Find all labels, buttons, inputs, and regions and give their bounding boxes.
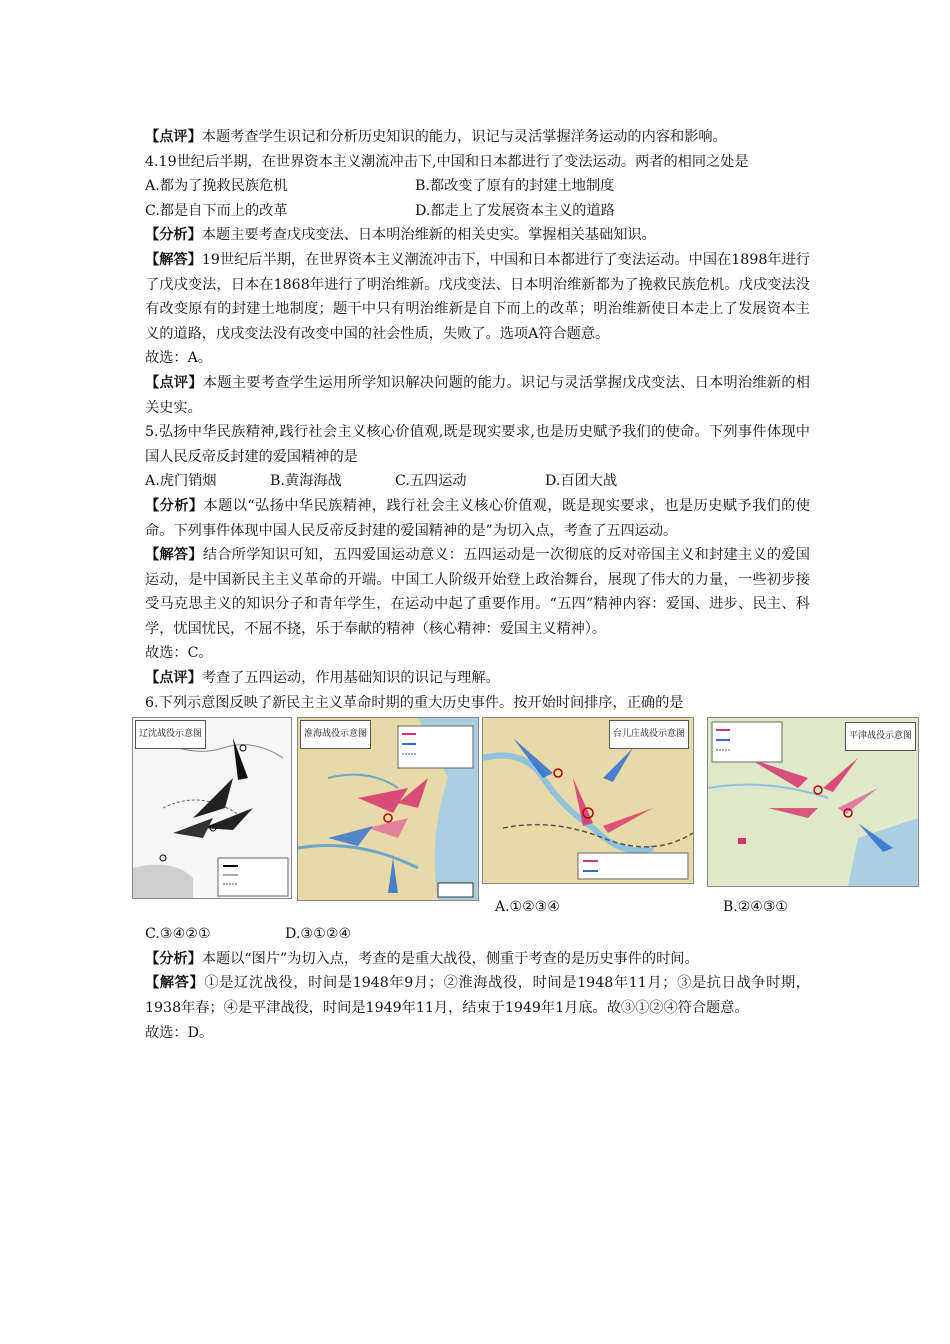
- map-liaoshen-title: 辽沈战役示意图: [135, 720, 206, 749]
- q5-fenxi: 【分析】本题以“弘扬中华民族精神，践行社会主义核心价值观，既是现实要求，也是历史赋予我们的使命。下列事件体现中国人民反帝反封建的爱国精神的是”为切入点，考查了五四运动。: [145, 497, 810, 539]
- q4-question: 4.19世纪后半期，在世界资本主义潮流冲击下,中国和日本都进行了变法运动。两者的相同之处是: [145, 153, 749, 170]
- q4-options-row1: [145, 174, 810, 199]
- q6-option-a: A.①②③④: [495, 899, 560, 916]
- q5-option-d: D.百团大战: [545, 473, 618, 490]
- q5-dianping: 【点评】考查了五四运动，作用基础知识的识记与理解。: [145, 670, 500, 687]
- q6-option-c: C.③④②①: [145, 926, 211, 943]
- q4-option-a: A.都为了挽救民族危机: [145, 178, 288, 195]
- q6-option-d: D.③①②④: [285, 926, 352, 943]
- document-page: [139, 125, 912, 1045]
- q6-option-b: B.②④③①: [723, 899, 788, 916]
- q4-fenxi: 【分析】本题主要考查戊戌变法、日本明治维新的相关史实。掌握相关基础知识。: [145, 227, 656, 244]
- q4-dianping: 【点评】本题主要考查学生运用所学知识解决问题的能力。识记与灵活掌握戊戌变法、日本明治维新的相关史实。: [145, 374, 810, 416]
- q6-options-cd: [145, 922, 810, 947]
- q4-answer: 故选：A。: [145, 350, 212, 367]
- q5-answer: 故选：C。: [145, 645, 213, 662]
- q5-options: [145, 469, 810, 494]
- q5-question: 5.弘扬中华民族精神,践行社会主义核心价值观,既是现实要求,也是历史赋予我们的使命。下列事件体现中国人民反帝反封建的爱国精神的是: [145, 424, 810, 465]
- q4-option-c: C.都是自下而上的改革: [145, 202, 288, 219]
- map-huaihai: [297, 717, 479, 901]
- q5-option-a: A.虎门销烟: [145, 473, 217, 490]
- map-huaihai-title: 淮海战役示意图: [300, 720, 371, 749]
- dianping-label: 【点评】: [145, 129, 202, 145]
- map-pingjin-title: 平津战役示意图: [845, 722, 916, 751]
- map-liaoshen: [132, 717, 292, 899]
- map-pingjin: [707, 717, 919, 887]
- map-taierzhuang: [482, 717, 694, 884]
- q5-jieda: 【解答】结合所学知识可知，五四爱国运动意义：五四运动是一次彻底的反对帝国主义和封建主义的爱国运动，是中国新民主主义革命的开端。中国工人阶级开始登上政治舞台，展现了伟大的力量，一些初步接受马克思主义的知识分子和青年学生，在运动中起了重要作用。“五四”精神内容：爱国、进步、民主、科学，忧国忧民，不屈不挠，乐于奉献的精神（核心精神：爱国主义精神）。: [145, 547, 810, 637]
- q6-fenxi: 【分析】本题以“图片”为切入点，考查的是重大战役，侧重于考查的是历史事件的时间。: [145, 950, 699, 967]
- q5-option-b: B.黄海海战: [270, 473, 342, 490]
- q4-option-b: B.都改变了原有的封建土地制度: [415, 178, 615, 195]
- map-taierzhuang-title: 台儿庄战役示意图: [609, 720, 689, 749]
- q5-option-c: C.五四运动: [395, 473, 467, 490]
- q4-options-row2: [145, 199, 810, 224]
- q6-question: 6.下列示意图反映了新民主主义革命时期的重大历史事件。按开始时间排序，正确的是: [145, 694, 684, 711]
- q6-jieda: 【解答】①是辽沈战役，时间是1948年9月；②淮海战役，时间是1948年11月；③是抗日战争时期，1938年春；④是平津战役，时间是1949年11月，结束于1949年1月底。故③①②④符合题意。: [145, 975, 810, 1017]
- q6-answer: 故选：D。: [145, 1024, 214, 1041]
- q6-map-row: [139, 717, 912, 922]
- q4-option-d: D.都走上了发展资本主义的道路: [415, 202, 615, 219]
- block1-dianping: 【点评】本题考查学生识记和分析历史知识的能力，识记与灵活掌握洋务运动的内容和影响。: [145, 129, 727, 145]
- q4-jieda: 【解答】19世纪后半期，在世界资本主义潮流冲击下，中国和日本都进行了变法运动。中国在1898年进行了戊戌变法，日本在1868年进行了明治维新。戊戌变法、日本明治维新都为了挽救民族危机。戊戌变法没有改变原有的封建土地制度；题干中只有明治维新是自下而上的改革；明治维新使日本走上了发展资本主义的道路，戊戌变法没有改变中国的社会性质，失败了。选项A符合题意。: [145, 251, 810, 342]
